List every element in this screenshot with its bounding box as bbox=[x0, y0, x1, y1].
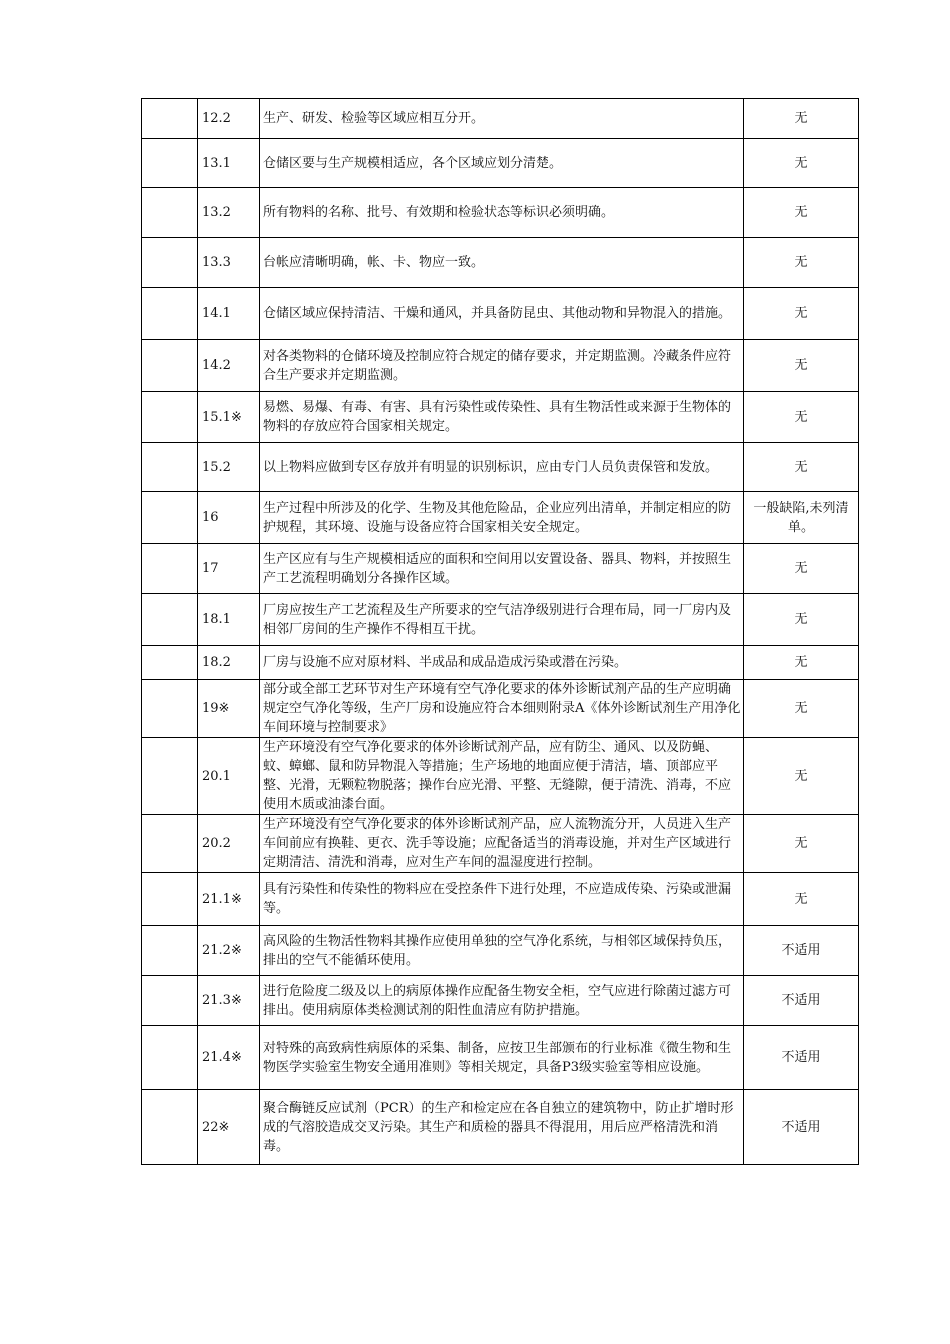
category-cell bbox=[142, 976, 198, 1026]
table-row bbox=[142, 738, 859, 815]
table-row bbox=[142, 646, 859, 680]
requirement-text: 生产过程中所涉及的化学、生物及其他危险品，企业应列出清单，并制定相应的防护规程，其环境、设施与设备应符合国家相关安全规定。 bbox=[263, 500, 732, 535]
clause-number-cell: 18.2 bbox=[198, 646, 260, 680]
requirement-text: 厂房应按生产工艺流程及生产所要求的空气洁净级别进行合理布局，同一厂房内及相邻厂房间的生产操作不得相互干扰。 bbox=[263, 602, 732, 637]
requirement-cell bbox=[260, 680, 744, 738]
requirement-text: 生产、研发、检验等区域应相互分开。 bbox=[263, 111, 485, 126]
requirement-cell bbox=[260, 1090, 744, 1165]
requirement-cell bbox=[260, 288, 744, 340]
requirement-cell bbox=[260, 139, 744, 188]
category-cell bbox=[142, 188, 198, 238]
finding-cell: 一般缺陷,未列清单。 bbox=[744, 492, 859, 544]
requirement-cell bbox=[260, 646, 744, 680]
requirement-cell bbox=[260, 443, 744, 492]
clause-number-cell: 21.2※ bbox=[198, 926, 260, 976]
table-row bbox=[142, 680, 859, 738]
requirement-cell bbox=[260, 340, 744, 392]
finding-cell: 无 bbox=[744, 288, 859, 340]
requirement-text: 生产环境没有空气净化要求的体外诊断试剂产品，应人流物流分开，人员进入生产车间前应有换鞋、更衣、洗手等设施；应配备适当的消毒设施，并对生产区域进行定期清洁、清洗和消毒，应对生产车间的温湿度进行控制。 bbox=[263, 817, 732, 870]
finding-cell: 无 bbox=[744, 99, 859, 139]
requirement-text: 以上物料应做到专区存放并有明显的识别标识，应由专门人员负责保管和发放。 bbox=[263, 459, 719, 475]
category-cell bbox=[142, 646, 198, 680]
requirement-cell bbox=[260, 738, 744, 815]
requirement-cell bbox=[260, 1026, 744, 1090]
finding-cell: 无 bbox=[744, 873, 859, 926]
table-row bbox=[142, 139, 859, 188]
clause-number-cell: 13.2 bbox=[198, 188, 260, 238]
requirement-cell bbox=[260, 926, 744, 976]
requirement-text: 厂房与设施不应对原材料、半成品和成品造成污染或潜在污染。 bbox=[263, 655, 628, 670]
requirement-cell bbox=[260, 976, 744, 1026]
requirement-text: 仓储区域应保持清洁、干燥和通风，并具备防昆虫、其他动物和异物混入的措施。 bbox=[263, 306, 732, 321]
requirement-cell bbox=[260, 594, 744, 646]
clause-number-cell: 16 bbox=[198, 492, 260, 544]
finding-cell: 无 bbox=[744, 238, 859, 288]
finding-cell: 无 bbox=[744, 443, 859, 492]
category-cell bbox=[142, 443, 198, 492]
finding-cell: 无 bbox=[744, 815, 859, 873]
requirement-cell bbox=[260, 188, 744, 238]
requirement-cell bbox=[260, 392, 744, 443]
requirement-text: 仓储区要与生产规模相适应，各个区域应划分清楚。 bbox=[263, 155, 563, 171]
requirement-cell bbox=[260, 544, 744, 594]
table-row bbox=[142, 544, 859, 594]
table-row bbox=[142, 340, 859, 392]
finding-cell: 无 bbox=[744, 738, 859, 815]
category-cell bbox=[142, 392, 198, 443]
requirement-cell bbox=[260, 815, 744, 873]
finding-cell: 无 bbox=[744, 646, 859, 680]
finding-cell: 不适用 bbox=[744, 1026, 859, 1090]
clause-number-cell: 21.3※ bbox=[198, 976, 260, 1026]
category-cell bbox=[142, 99, 198, 139]
finding-cell: 不适用 bbox=[744, 976, 859, 1026]
requirement-text: 生产环境没有空气净化要求的体外诊断试剂产品，应有防尘、通风、以及防蝇、蚊、蟑螂、鼠和防异物混入等措施；生产场地的地面应便于清洁，墙、顶部应平整、光滑，无颗粒物脱落；操作台应光滑、平整、无缝隙，便于清洗、消毒，不应使用木质或油漆台面。 bbox=[263, 740, 732, 812]
category-cell bbox=[142, 594, 198, 646]
clause-number-cell: 21.4※ bbox=[198, 1026, 260, 1090]
requirement-text: 生产区应有与生产规模相适应的面积和空间用以安置设备、器具、物料，并按照生产工艺流程明确划分各操作区域。 bbox=[263, 551, 732, 586]
category-cell bbox=[142, 1090, 198, 1165]
table-row bbox=[142, 1026, 859, 1090]
inspection-table bbox=[141, 98, 859, 1165]
category-cell bbox=[142, 680, 198, 738]
requirement-text: 进行危险度二级及以上的病原体操作应配备生物安全柜，空气应进行除菌过滤方可排出。使用病原体类检测试剂的阳性血清应有防护措施。 bbox=[263, 983, 732, 1018]
requirement-cell bbox=[260, 99, 744, 139]
table-row bbox=[142, 288, 859, 340]
clause-number-cell: 20.1 bbox=[198, 738, 260, 815]
clause-number-cell: 20.2 bbox=[198, 815, 260, 873]
category-cell bbox=[142, 139, 198, 188]
requirement-cell bbox=[260, 238, 744, 288]
requirement-text: 易燃、易爆、有毒、有害、具有污染性或传染性、具有生物活性或来源于生物体的物料的存放应符合国家相关规定。 bbox=[263, 400, 732, 434]
finding-cell: 不适用 bbox=[744, 926, 859, 976]
clause-number-cell: 19※ bbox=[198, 680, 260, 738]
category-cell bbox=[142, 544, 198, 594]
clause-number-cell: 21.1※ bbox=[198, 873, 260, 926]
category-cell bbox=[142, 340, 198, 392]
finding-cell: 无 bbox=[744, 188, 859, 238]
table-row bbox=[142, 492, 859, 544]
requirement-cell bbox=[260, 492, 744, 544]
category-cell bbox=[142, 926, 198, 976]
table-row bbox=[142, 594, 859, 646]
finding-cell: 无 bbox=[744, 680, 859, 738]
requirement-text: 高风险的生物活性物料其操作应使用单独的空气净化系统，与相邻区域保持负压，排出的空气不能循环使用。 bbox=[263, 933, 732, 968]
category-cell bbox=[142, 738, 198, 815]
table-body bbox=[142, 99, 859, 1165]
finding-cell: 无 bbox=[744, 544, 859, 594]
clause-number-cell: 15.2 bbox=[198, 443, 260, 492]
requirement-text: 对特殊的高致病性病原体的采集、制备，应按卫生部颁布的行业标准《微生物和生物医学实验室生物安全通用准则》等相关规定，具备P3级实验室等相应设施。 bbox=[263, 1040, 732, 1075]
requirement-cell bbox=[260, 873, 744, 926]
requirement-text: 所有物料的名称、批号、有效期和检验状态等标识必须明确。 bbox=[263, 205, 615, 220]
requirement-text: 具有污染性和传染性的物料应在受控条件下进行处理，不应造成传染、污染或泄漏等。 bbox=[263, 882, 732, 916]
clause-number-cell: 12.2 bbox=[198, 99, 260, 139]
clause-number-cell: 13.1 bbox=[198, 139, 260, 188]
requirement-text: 对各类物料的仓储环境及控制应符合规定的储存要求，并定期监测。冷藏条件应符合生产要求并定期监测。 bbox=[263, 348, 732, 383]
clause-number-cell: 17 bbox=[198, 544, 260, 594]
clause-number-cell: 15.1※ bbox=[198, 392, 260, 443]
table-row bbox=[142, 99, 859, 139]
table-row bbox=[142, 188, 859, 238]
table-row bbox=[142, 1090, 859, 1165]
finding-cell: 无 bbox=[744, 340, 859, 392]
category-cell bbox=[142, 492, 198, 544]
finding-cell: 不适用 bbox=[744, 1090, 859, 1165]
category-cell bbox=[142, 288, 198, 340]
table-row bbox=[142, 926, 859, 976]
requirement-text: 台帐应清晰明确，帐、卡、物应一致。 bbox=[263, 255, 485, 270]
clause-number-cell: 14.1 bbox=[198, 288, 260, 340]
clause-number-cell: 18.1 bbox=[198, 594, 260, 646]
table-row bbox=[142, 815, 859, 873]
clause-number-cell: 13.3 bbox=[198, 238, 260, 288]
requirement-text: 聚合酶链反应试剂（PCR）的生产和检定应在各自独立的建筑物中，防止扩增时形成的气溶胶造成交叉污染。其生产和质检的器具不得混用，用后应严格清洗和消毒。 bbox=[263, 1100, 734, 1154]
table-row bbox=[142, 392, 859, 443]
category-cell bbox=[142, 873, 198, 926]
finding-cell: 无 bbox=[744, 594, 859, 646]
finding-cell: 无 bbox=[744, 392, 859, 443]
table-row bbox=[142, 873, 859, 926]
requirement-text: 部分或全部工艺环节对生产环境有空气净化要求的体外诊断试剂产品的生产应明确规定空气净化等级，生产厂房和设施应符合本细则附录A《体外诊断试剂生产用净化车间环境与控制要求》 bbox=[263, 682, 741, 735]
table-row bbox=[142, 976, 859, 1026]
category-cell bbox=[142, 815, 198, 873]
category-cell bbox=[142, 1026, 198, 1090]
category-cell bbox=[142, 238, 198, 288]
table-row bbox=[142, 443, 859, 492]
table-row bbox=[142, 238, 859, 288]
finding-cell: 无 bbox=[744, 139, 859, 188]
clause-number-cell: 22※ bbox=[198, 1090, 260, 1165]
clause-number-cell: 14.2 bbox=[198, 340, 260, 392]
